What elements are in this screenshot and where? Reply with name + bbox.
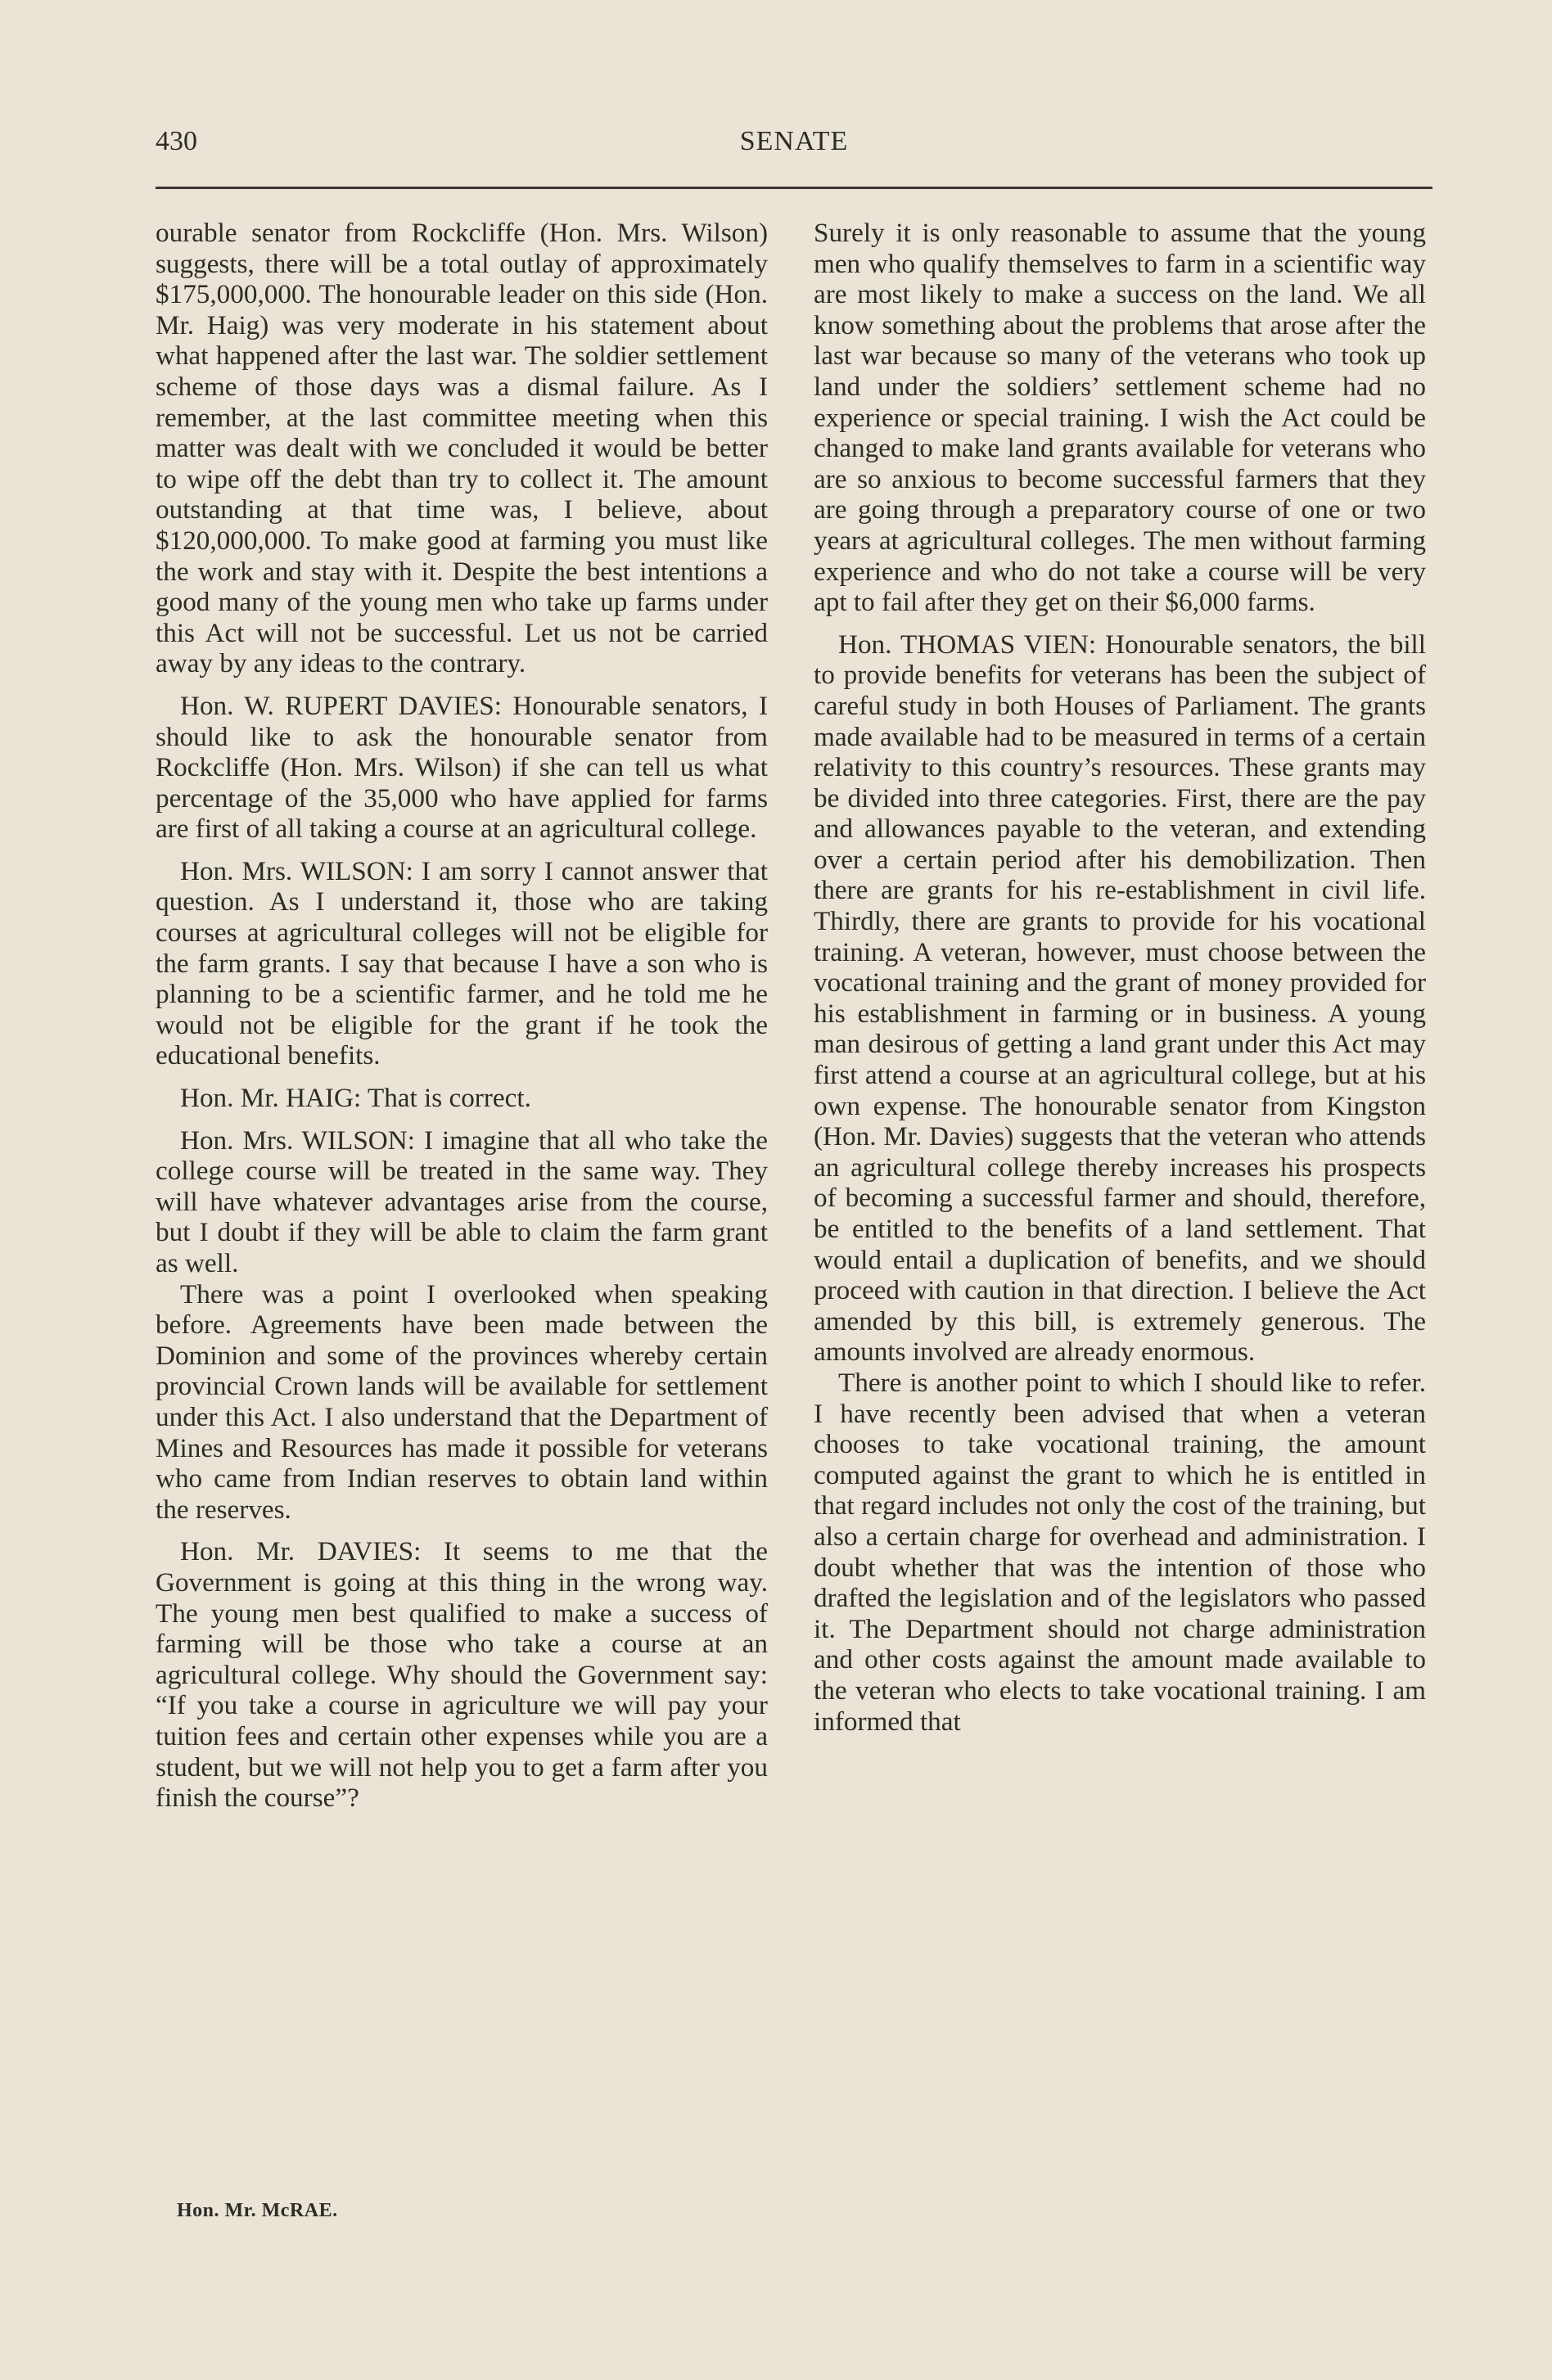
- paragraph: There is another point to which I should like to refer. I have recently been advised that when a veteran chooses to take vocational training, the amount computed against the grant to which he is entitled in that regard includes not only the cost of the training, but also a certain charge for overhead and administration. I doubt whether that was the intention of those who drafted the legislation and of the legislators who passed it. The Department should not charge administration and other costs against the amount made available to the veteran who elects to take vocational training. I am informed that: [814, 1367, 1426, 1737]
- paragraph: ourable senator from Rockcliffe (Hon. Mrs. Wilson) suggests, there will be a total outlay of approximately $175,000,000. The honourable leader on this side (Hon. Mr. Haig) was very moderate in his statement about what happened after the last war. The soldier settlement scheme of those days was a dismal failure. As I remember, at the last committee meeting when this matter was dealt with we concluded it would be better to wipe off the debt than try to collect it. The amount outstanding at that time was, I believe, about $120,000,000. To make good at farming you must like the work and stay with it. Despite the best intentions a good many of the young men who take up farms under this Act will not be successful. Let us not be carried away by any ideas to the contrary.: [156, 218, 768, 679]
- header-rule: [156, 187, 1432, 189]
- left-column: [156, 218, 768, 1814]
- paragraph: Hon. Mrs. WILSON: I imagine that all who take the college course will be treated in the same way. They will have whatever advantages arise from the course, but I doubt if they will be able to claim the farm grant as well.: [156, 1125, 768, 1278]
- footer-speaker-name: Hon. Mr. McRAE.: [177, 2200, 338, 2221]
- paragraph: Hon. Mrs. WILSON: I am sorry I cannot answer that question. As I understand it, those who are taking courses at agricultural colleges will not be eligible for the farm grants. I say that because I have a son who is planning to be a scientific farmer, and he told me he would not be eligible for the grant if he took the educational benefits.: [156, 855, 768, 1071]
- running-head: SENATE: [739, 126, 849, 156]
- paragraph: Hon. Mr. DAVIES: It seems to me that the Government is going at this thing in the wrong way. The young men best qualified to make a success of farming will be those who take a course at an agricultural college. Why should the Government say: “If you take a course in agriculture we will pay your tuition fees and certain other expenses while you are a student, but we will not help you to get a farm after you finish the course”?: [156, 1536, 768, 1814]
- paragraph: Hon. W. RUPERT DAVIES: Honourable senators, I should like to ask the honourable senator from Rockcliffe (Hon. Mrs. Wilson) if she can tell us what percentage of the 35,000 who have applied for farms are first of all taking a course at an agricultural college.: [156, 690, 768, 845]
- paragraph: Hon. THOMAS VIEN: Honourable senators, the bill to provide benefits for veterans has been the subject of careful study in both Houses of Parliament. The grants made available had to be measured in terms of a certain relativity to this country’s resources. These grants may be divided into three categories. First, there are the pay and allowances payable to the veteran, and extending over a certain period after his demobilization. Then there are grants for his re-establishment in civil life. Thirdly, there are grants to provide for his vocational training. A veteran, however, must choose between the vocational training and the grant of money provided for his establishment in farming or in business. A young man desirous of getting a land grant under this Act may first attend a course at an agricultural college, but at his own expense. The honourable senator from Kingston (Hon. Mr. Davies) suggests that the veteran who attends an agricultural college thereby increases his prospects of becoming a successful farmer and should, therefore, be entitled to the benefits of a land settlement. That would entail a duplication of benefits, and we should proceed with caution in that direction. I believe the Act amended by this bill, is extremely generous. The amounts involved are already enormous.: [814, 629, 1426, 1368]
- paragraph: Hon. Mr. HAIG: That is correct.: [180, 1083, 531, 1114]
- right-column: [814, 218, 1426, 1737]
- paragraph: Surely it is only reasonable to assume that the young men who qualify themselves to farm in a scientific way are most likely to make a success on the land. We all know something about the problems that arose after the last war because so many of the veterans who took up land under the soldiers’ settlement scheme had no experience or special training. I wish the Act could be changed to make land grants available for veterans who are so anxious to become successful farmers that they are going through a preparatory course of one or two years at agricultural colleges. The men without farming experience and who do not take a course will be very apt to fail after they get on their $6,000 farms.: [814, 218, 1426, 618]
- page-header: [156, 126, 1432, 170]
- paragraph: There was a point I overlooked when speaking before. Agreements have been made between the Dominion and some of the provinces whereby certain provincial Crown lands will be available for settlement under this Act. I also understand that the Department of Mines and Resources has made it possible for veterans who came from Indian reserves to obtain land within the reserves.: [156, 1278, 768, 1525]
- page-number: 430: [156, 126, 197, 156]
